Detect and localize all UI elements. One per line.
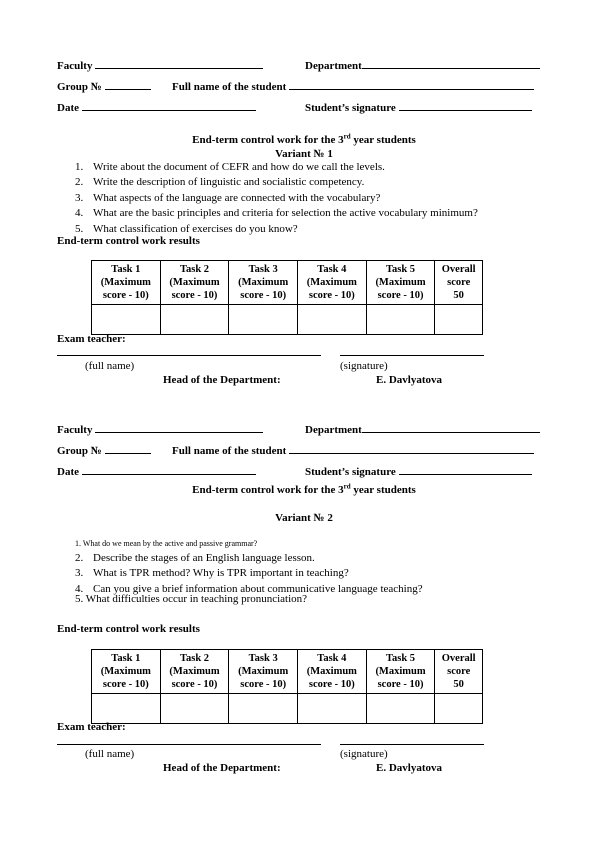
task-1-header: Task 1 (Maximum score - 10) [92, 650, 161, 694]
title-text: End-term control work for the 3 [192, 134, 344, 146]
results-table-1 [91, 260, 483, 335]
task-3-score-cell[interactable] [229, 694, 298, 724]
task-5-header: Task 5 (Maximum score - 10) [366, 261, 435, 305]
full-name-label: Full name of the student [172, 81, 287, 93]
question-num: 2. [75, 176, 84, 189]
variant2-question-1: 1. What do we mean by the active and passive grammar? [75, 539, 258, 548]
date-line [82, 464, 256, 475]
question-num: 5. [75, 222, 84, 235]
teacher-name-line-1[interactable] [57, 355, 321, 356]
task-1-score-cell[interactable] [92, 694, 161, 724]
full-name-field[interactable] [172, 443, 534, 457]
signature-line [399, 100, 532, 111]
question-item [75, 175, 478, 190]
signature-label: Student’s signature [305, 102, 396, 114]
group-label: Group № [57, 445, 102, 457]
task-1-score-cell[interactable] [92, 305, 161, 335]
exam-teacher-label-2: Exam teacher: [57, 721, 126, 733]
signature-caption-1: (signature) [340, 360, 388, 372]
department-field[interactable] [305, 58, 540, 72]
faculty-field[interactable] [57, 422, 263, 436]
variant1-title [0, 134, 596, 146]
date-field[interactable] [57, 100, 256, 114]
question-text: What aspects of the language are connected with the vocabulary? [93, 191, 381, 204]
question-num: 4. [75, 582, 84, 595]
question-num: 2. [75, 552, 84, 564]
full-name-line [289, 443, 534, 454]
teacher-signature-line-1[interactable] [340, 355, 484, 356]
full-name-line [289, 79, 534, 90]
variant2-questions [75, 551, 423, 597]
title-text-end: year students [350, 134, 416, 146]
date-line [82, 100, 256, 111]
department-line [362, 58, 540, 69]
task-3-score-cell[interactable] [229, 305, 298, 335]
task-4-header: Task 4 (Maximum score - 10) [298, 650, 367, 694]
task-2-score-cell[interactable] [160, 694, 229, 724]
head-name-2: E. Davlyatova [376, 762, 442, 774]
task-2-score-cell[interactable] [160, 305, 229, 335]
question-item [75, 206, 478, 221]
signature-caption-2: (signature) [340, 748, 388, 760]
task-4-score-cell[interactable] [298, 305, 367, 335]
results-score-row [92, 694, 483, 724]
variant2-question-5: 5. What difficulties occur in teaching pronunciation? [75, 593, 308, 605]
title-text-end: year students [350, 484, 416, 496]
head-label-1: Head of the Department: [163, 374, 281, 386]
results-header-row [92, 650, 483, 694]
question-item [75, 160, 478, 175]
date-label: Date [57, 466, 79, 478]
question-text: Describe the stages of an English language lesson. [93, 552, 315, 564]
signature-field[interactable] [305, 100, 532, 114]
task-2-header: Task 2 (Maximum score - 10) [160, 261, 229, 305]
question-item [75, 566, 423, 581]
group-line [105, 79, 151, 90]
overall-score-cell[interactable] [435, 305, 483, 335]
title-text: End-term control work for the 3 [192, 484, 344, 496]
date-label: Date [57, 102, 79, 114]
question-num: 4. [75, 207, 84, 220]
head-label-2: Head of the Department: [163, 762, 281, 774]
variant1-questions [75, 160, 478, 237]
faculty-line [95, 422, 263, 433]
signature-field[interactable] [305, 464, 532, 478]
teacher-name-line-2[interactable] [57, 744, 321, 745]
department-field[interactable] [305, 422, 540, 436]
full-name-label: Full name of the student [172, 445, 287, 457]
question-item [75, 191, 478, 206]
full-name-field[interactable] [172, 79, 534, 93]
question-text: Write about the document of CEFR and how do we call the levels. [93, 161, 385, 173]
question-num: 1. [75, 161, 84, 173]
results-table-2 [91, 649, 483, 724]
results-score-row [92, 305, 483, 335]
question-text: What are the basic principles and criteria for selection the active vocabulary minimum? [93, 207, 478, 220]
faculty-field[interactable] [57, 58, 263, 72]
question-num: 3. [75, 567, 84, 580]
overall-header: Overall score 50 [435, 261, 483, 305]
faculty-label: Faculty [57, 60, 93, 72]
question-text: Write the description of linguistic and socialistic competency. [93, 176, 365, 189]
faculty-line [95, 58, 263, 69]
faculty-label: Faculty [57, 424, 93, 436]
task-4-header: Task 4 (Maximum score - 10) [298, 261, 367, 305]
overall-header: Overall score 50 [435, 650, 483, 694]
signature-line [399, 464, 532, 475]
variant1-number: Variant № 1 [275, 148, 333, 160]
results-title-1: End-term control work results [57, 235, 200, 247]
question-text: What is TPR method? Why is TPR important in teaching? [93, 567, 349, 580]
group-label: Group № [57, 81, 102, 93]
full-name-caption-2: (full name) [85, 748, 135, 760]
task-5-header: Task 5 (Maximum score - 10) [366, 650, 435, 694]
group-line [105, 443, 151, 454]
task-1-header: Task 1 (Maximum score - 10) [92, 261, 161, 305]
overall-score-cell[interactable] [435, 694, 483, 724]
group-field[interactable] [57, 443, 151, 457]
department-label: Department [305, 424, 362, 436]
title-sup: rd [343, 482, 351, 491]
results-title-2: End-term control work results [57, 623, 200, 635]
question-text: What classification of exercises do you know? [93, 222, 298, 235]
head-name-1: E. Davlyatova [376, 374, 442, 386]
variant2-number: Variant № 2 [275, 512, 333, 524]
signature-label: Student’s signature [305, 466, 396, 478]
department-label: Department [305, 60, 362, 72]
variant2-title [0, 484, 596, 496]
date-field[interactable] [57, 464, 256, 478]
full-name-caption-1: (full name) [85, 360, 135, 372]
task-5-score-cell[interactable] [366, 694, 435, 724]
question-text: Can you give a brief information about communicative language teaching? [93, 582, 423, 595]
task-2-header: Task 2 (Maximum score - 10) [160, 650, 229, 694]
task-5-score-cell[interactable] [366, 305, 435, 335]
title-sup: rd [343, 132, 351, 141]
task-3-header: Task 3 (Maximum score - 10) [229, 261, 298, 305]
department-line [362, 422, 540, 433]
group-field[interactable] [57, 79, 151, 93]
question-item [75, 551, 423, 566]
teacher-signature-line-2[interactable] [340, 744, 484, 745]
results-header-row [92, 261, 483, 305]
task-4-score-cell[interactable] [298, 694, 367, 724]
exam-teacher-label-1: Exam teacher: [57, 333, 126, 345]
task-3-header: Task 3 (Maximum score - 10) [229, 650, 298, 694]
question-num: 3. [75, 191, 84, 204]
